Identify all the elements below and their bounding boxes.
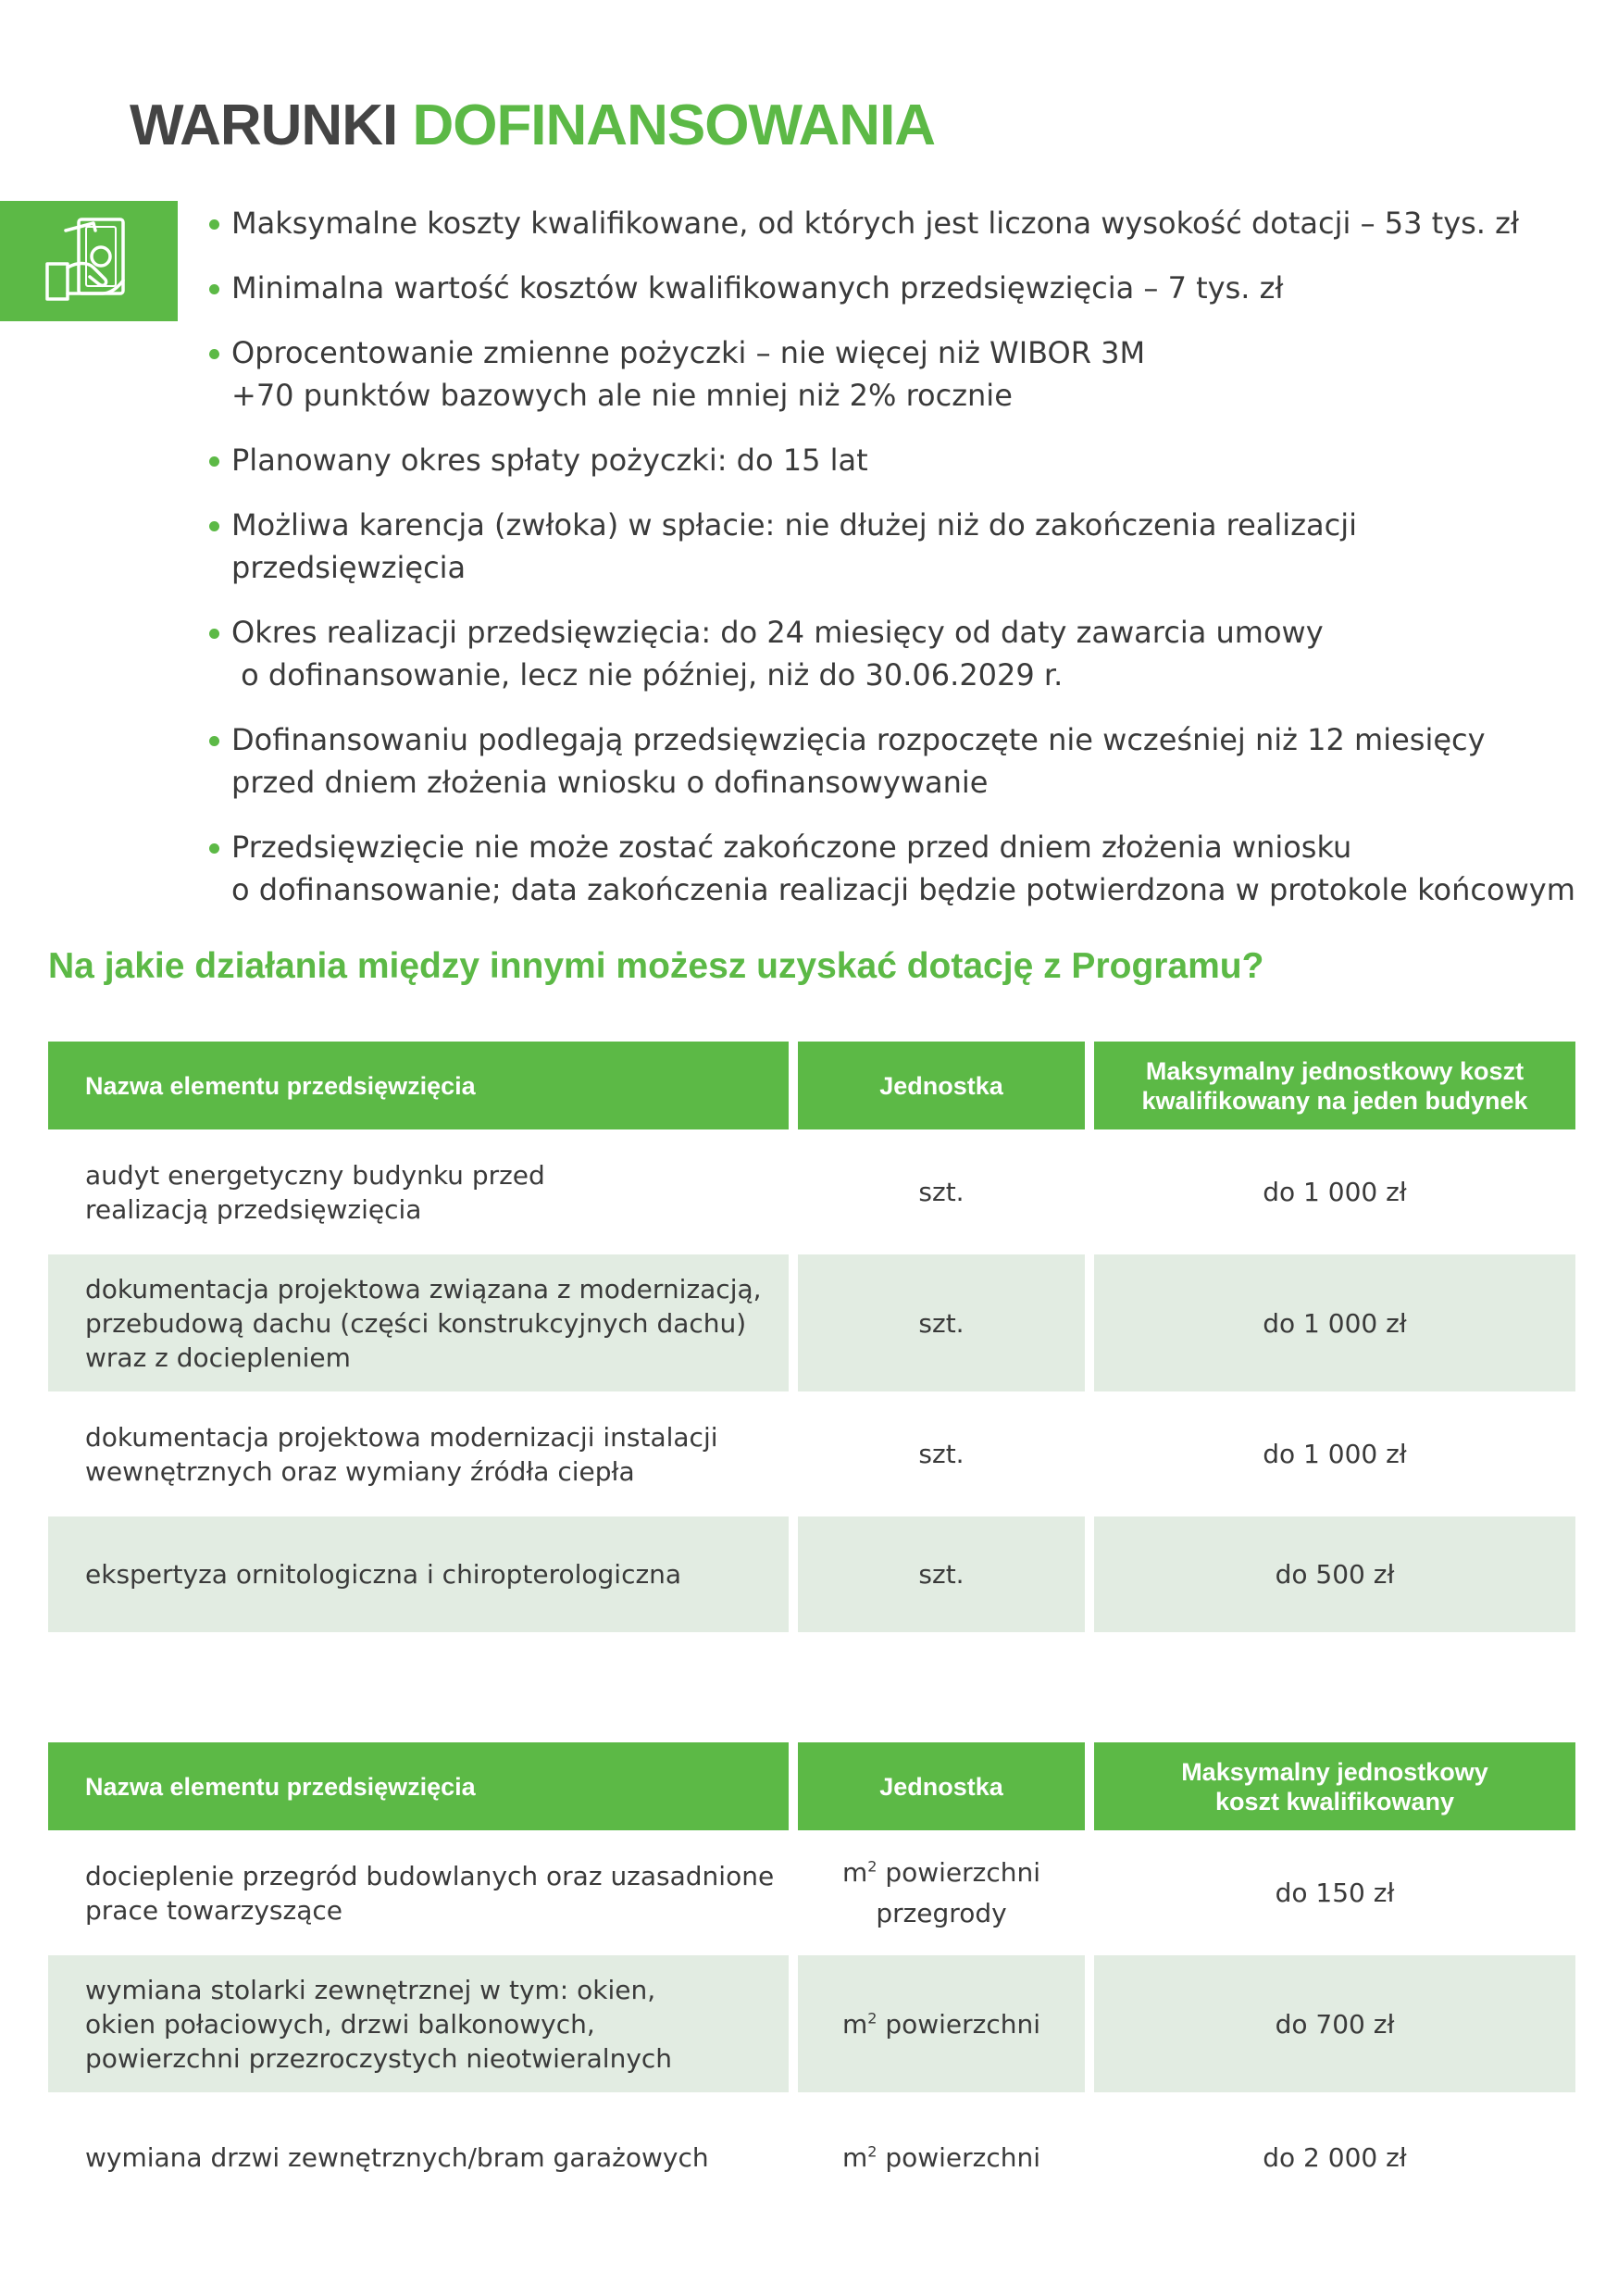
cell-name: wymiana stolarki zewnętrznej w tym: okien, okien połaciowych, drzwi balkonowych, powierzchni przezroczystych nieotwieralnych xyxy=(48,1955,789,2092)
table-row xyxy=(48,1401,1575,1507)
condition-item: Oprocentowanie zmienne pożyczki – nie więcej niż WIBOR 3M +70 punktów bazowych ale nie mniej niż 2% rocznie xyxy=(209,331,1588,417)
cell-name: docieplenie przegród budowlanych oraz uzasadnione prace towarzyszące xyxy=(85,1860,775,1926)
header-cost: Maksymalny jednostkowy koszt kwalifikowany xyxy=(1094,1742,1575,1830)
header-name: Nazwa elementu przedsięwzięcia xyxy=(48,1042,789,1129)
cell-unit: szt. xyxy=(918,1177,965,1207)
cell-unit: szt. xyxy=(918,1439,965,1469)
header-unit: Jednostka xyxy=(798,1742,1085,1830)
condition-item: Dofinansowaniu podlegają przedsięwzięcia rozpoczęte nie wcześniej niż 12 miesięcy przed dniem złożenia wniosku o dofinansowywanie xyxy=(209,718,1588,804)
condition-item: Przedsięwzięcie nie może zostać zakończone przed dniem złożenia wniosku o dofinansowanie; data zakończenia realizacji będzie potwierdzona w protokole końcowym xyxy=(209,826,1588,911)
cell-unit: szt. xyxy=(798,1254,1085,1391)
cell-unit: $m^2$ powierzchni xyxy=(841,2141,1041,2173)
cell-name: audyt energetyczny budynku przed realizacją przedsięwzięcia xyxy=(85,1159,545,1225)
condition-item: Możliwa karencja (zwłoka) w spłacie: nie dłużej niż do zakończenia realizacji przedsięwzięcia xyxy=(209,504,1588,589)
table-row xyxy=(48,1955,1575,2092)
cell-name: dokumentacja projektowa związana z modernizacją, przebudową dachu (części konstrukcyjnych dachu) wraz z dociepleniem xyxy=(48,1254,789,1391)
table-insulation xyxy=(48,1742,1575,2222)
table-header-row xyxy=(48,1742,1575,1830)
table-row xyxy=(48,1516,1575,1632)
cell-unit: $m^2$ powierzchni xyxy=(798,1955,1085,2092)
table-header-row xyxy=(48,1042,1575,1129)
cell-cost: do 150 zł xyxy=(1275,1878,1395,1908)
cell-name: wymiana drzwi zewnętrznych/bram garażowych xyxy=(85,2141,709,2173)
header-unit: Jednostka xyxy=(798,1042,1085,1129)
cell-cost: do 1 000 zł xyxy=(1263,1177,1407,1207)
cell-unit: szt. xyxy=(798,1516,1085,1632)
cell-cost: do 500 zł xyxy=(1094,1516,1575,1632)
cell-cost: do 700 zł xyxy=(1094,1955,1575,2092)
table-row xyxy=(48,2102,1575,2213)
cell-name: dokumentacja projektowa modernizacji instalacji wewnętrznych oraz wymiany źródła ciepła xyxy=(85,1421,718,1487)
condition-item: Okres realizacji przedsięwzięcia: do 24 miesięcy od daty zawarcia umowy o dofinansowanie, lecz nie później, niż do 30.06.2029 r. xyxy=(209,611,1588,696)
cell-name: ekspertyza ornitologiczna i chiropterologiczna xyxy=(48,1516,789,1632)
cell-cost: do 1 000 zł xyxy=(1094,1254,1575,1391)
cell-cost: do 2 000 zł xyxy=(1263,2141,1407,2173)
title-part2: DOFINANSOWANIA xyxy=(412,94,936,157)
conditions-list xyxy=(209,202,1588,933)
table-row xyxy=(48,1139,1575,1245)
section-title: Na jakie działania między innymi możesz uzyskać dotację z Programu? xyxy=(48,946,1264,986)
table-row xyxy=(48,1254,1575,1391)
cell-unit: $m^2$ powierzchni przegrody xyxy=(841,1856,1041,1928)
header-cost: Maksymalny jednostkowy koszt kwalifikowany na jeden budynek xyxy=(1094,1042,1575,1129)
condition-item: Planowany okres spłaty pożyczki: do 15 lat xyxy=(209,439,1588,481)
condition-item: Maksymalne koszty kwalifikowane, od których jest liczona wysokość dotacji – 53 tys. zł xyxy=(209,202,1588,244)
title-part1: WARUNKI xyxy=(130,94,398,157)
cash-hand-icon xyxy=(0,201,178,321)
condition-item: Minimalna wartość kosztów kwalifikowanych przedsięwzięcia – 7 tys. zł xyxy=(209,267,1588,309)
header-name: Nazwa elementu przedsięwzięcia xyxy=(48,1742,789,1830)
page-title xyxy=(130,93,935,159)
table-row xyxy=(48,1840,1575,1946)
cell-cost: do 1 000 zł xyxy=(1263,1439,1407,1469)
table-documentation xyxy=(48,1042,1575,1641)
